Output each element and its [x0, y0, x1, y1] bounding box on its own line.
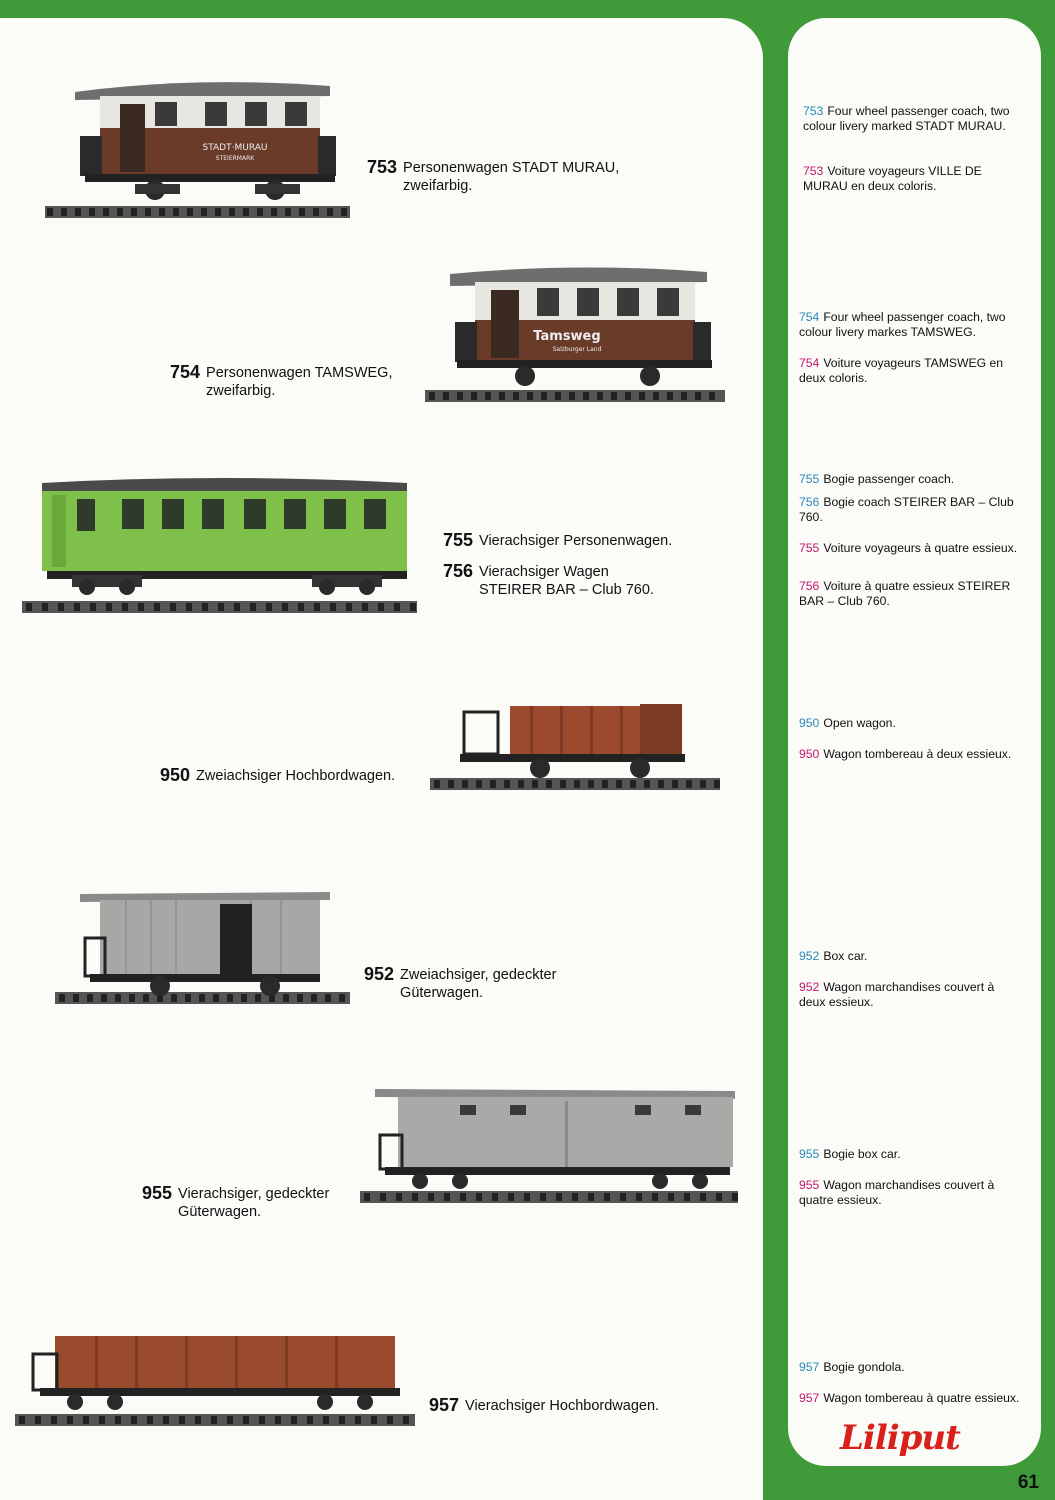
caption-754 — [170, 363, 392, 400]
sidebar-entry-957-fr: 957 Wagon tombereau à quatre essieux. — [799, 1391, 1020, 1405]
sidebar-entry-753-en: 753 Four wheel passenger coach, two colour livery marked STADT MURAU. — [803, 104, 1010, 133]
murau-sub-marking: STEIERMARK — [215, 155, 255, 162]
caption-952-number: 952 — [364, 964, 395, 984]
sidebar-entry-755-en: 755 Bogie passenger coach. — [799, 472, 955, 486]
liliput-logo: Liliput — [840, 1418, 960, 1458]
caption-756-line2: STEIRER BAR – Club 760. — [479, 582, 654, 598]
caption-756-line1: Vierachsiger Wagen — [479, 564, 609, 580]
caption-755 — [443, 531, 672, 551]
sidebar-entry-950-fr: 950 Wagon tombereau à deux essieux. — [799, 747, 1012, 761]
model-952-image — [55, 888, 350, 1013]
sidebar-entry-952-en: 952 Box car. — [799, 949, 868, 963]
caption-754-line2: zweifarbig. — [206, 383, 276, 399]
sidebar-entry-754-en: 754 Four wheel passenger coach, two colour livery markes TAMSWEG. — [799, 310, 1006, 339]
caption-753-line1: Personenwagen STADT MURAU, — [403, 160, 620, 176]
caption-957-line1: Vierachsiger Hochbordwagen. — [465, 1398, 660, 1414]
model-754-image — [425, 262, 725, 407]
caption-955-line1: Vierachsiger, gedeckter — [178, 1186, 330, 1202]
sidebar-entry-957-en: 957 Bogie gondola. — [799, 1360, 905, 1374]
caption-952-line1: Zweiachsiger, gedeckter — [400, 967, 557, 983]
caption-952 — [364, 965, 556, 1002]
caption-950-number: 950 — [160, 765, 191, 785]
sidebar-entry-955-en: 955 Bogie box car. — [799, 1147, 901, 1161]
model-753-image — [45, 74, 350, 224]
sidebar-entry-955-fr: 955 Wagon marchandises couvert à quatre essieux. — [799, 1178, 995, 1207]
caption-755-number: 755 — [443, 530, 474, 550]
sidebar-entry-952-fr: 952 Wagon marchandises couvert à deux essieux. — [799, 980, 995, 1009]
sidebar-entry-754-fr: 754 Voiture voyageurs TAMSWEG en deux coloris. — [799, 356, 1004, 385]
caption-753-number: 753 — [367, 157, 398, 177]
caption-955-line2: Güterwagen. — [178, 1204, 262, 1220]
caption-754-line1: Personenwagen TAMSWEG, — [206, 365, 393, 381]
caption-952-line2: Güterwagen. — [400, 985, 484, 1001]
caption-753-line2: zweifarbig. — [403, 178, 473, 194]
caption-950-line1: Zweiachsiger Hochbordwagen. — [196, 768, 396, 784]
caption-756 — [443, 562, 654, 599]
page-number: 61 — [1017, 1472, 1039, 1493]
caption-955 — [142, 1184, 329, 1221]
caption-957-number: 957 — [429, 1395, 460, 1415]
model-950-image — [430, 700, 720, 800]
model-957-image — [15, 1332, 415, 1432]
caption-950 — [160, 766, 395, 786]
caption-957 — [429, 1396, 659, 1416]
sidebar-entry-756-fr: 756 Voiture à quatre essieux STEIRER BAR – Club 760. — [799, 579, 1011, 608]
caption-754-number: 754 — [170, 362, 201, 382]
sidebar-entry-753-fr: 753 Voiture voyageurs VILLE DE MURAU en deux coloris. — [803, 164, 982, 193]
caption-755-line1: Vierachsiger Personenwagen. — [479, 533, 673, 549]
tamsweg-marking: Tamsweg — [533, 329, 601, 344]
caption-756-number: 756 — [443, 561, 474, 581]
sidebar-entry-756-en: 756 Bogie coach STEIRER BAR – Club 760. — [799, 495, 1014, 524]
model-955-image — [360, 1085, 738, 1215]
sidebar-entry-950-en: 950 Open wagon. — [799, 716, 896, 730]
model-755-image — [22, 475, 417, 620]
caption-753 — [367, 158, 619, 195]
tamsweg-sub-marking: Salzburger Land — [552, 346, 602, 353]
translation-sidebar — [788, 18, 1041, 1466]
murau-marking: STADT·MURAU — [202, 143, 268, 153]
sidebar-entry-755-fr: 755 Voiture voyageurs à quatre essieux. — [799, 541, 1018, 555]
caption-955-number: 955 — [142, 1183, 173, 1203]
